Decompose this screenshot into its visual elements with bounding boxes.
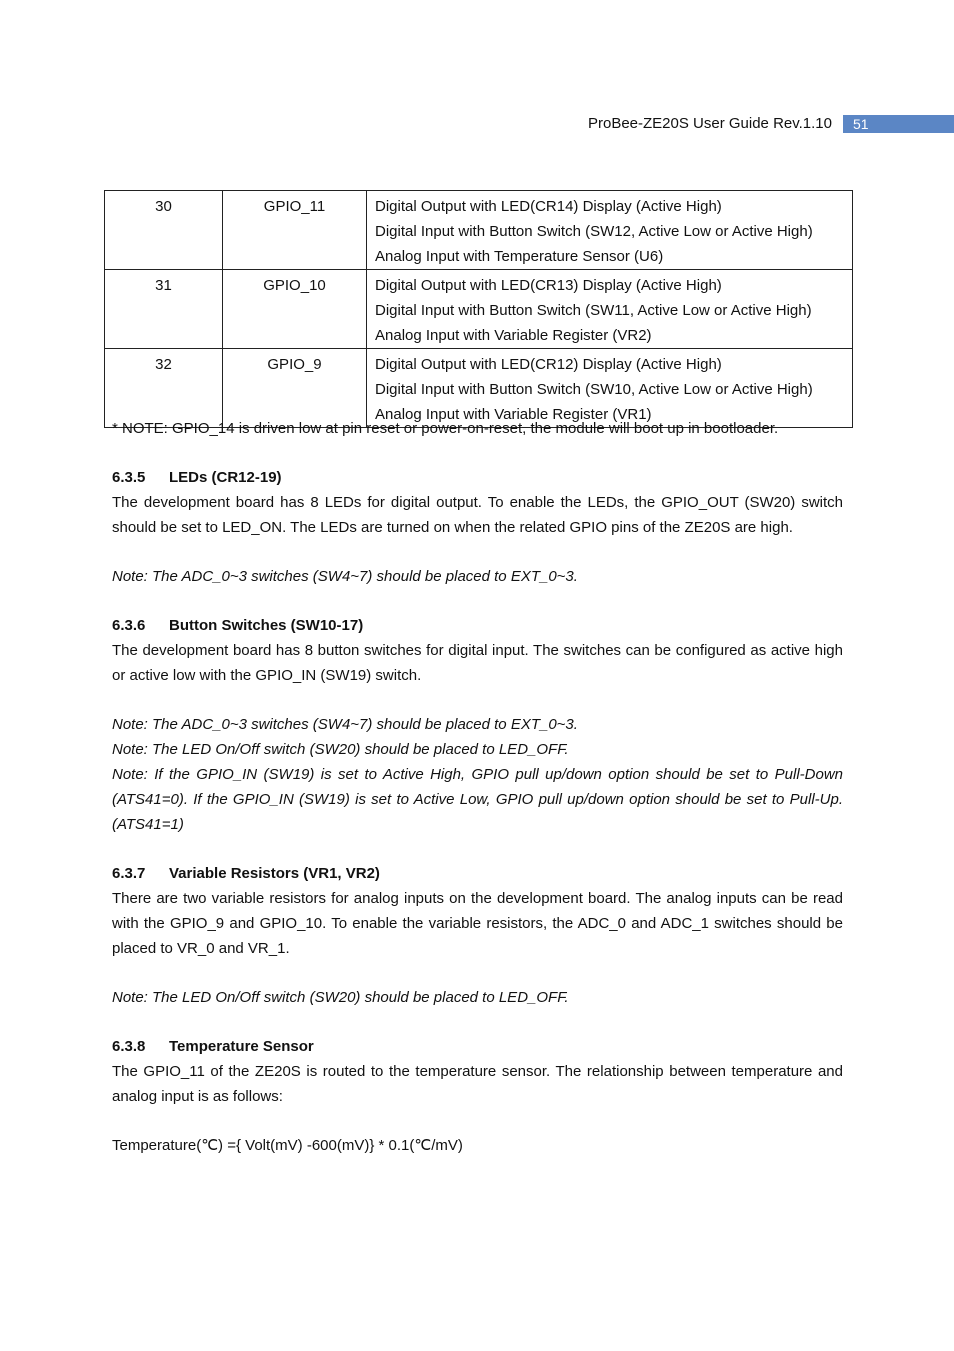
function-line: Analog Input with Variable Register (VR1): [375, 406, 652, 423]
section-number: 6.3.5: [112, 469, 146, 486]
function-line: Digital Output with LED(CR12) Display (Active High): [375, 356, 722, 373]
section-note: Note: The ADC_0~3 switches (SW4~7) should be placed to EXT_0~3.: [112, 716, 578, 733]
document-title: ProBee-ZE20S User Guide Rev.1.10: [587, 115, 832, 132]
section-heading-resistors: [112, 861, 843, 886]
section-note: Note: The LED On/Off switch (SW20) should be placed to LED_OFF.: [112, 741, 569, 758]
section-title: Temperature Sensor: [169, 1038, 314, 1055]
function-line: Analog Input with Temperature Sensor (U6): [375, 248, 664, 265]
function-line: Digital Output with LED(CR13) Display (Active High): [375, 277, 722, 294]
section-title: Variable Resistors (VR1, VR2): [169, 865, 380, 882]
section-title: Button Switches (SW10-17): [169, 617, 364, 634]
pin-function-cell: [367, 191, 853, 270]
section-number: 6.3.7: [112, 865, 146, 882]
section-title: LEDs (CR12-19): [169, 469, 282, 486]
section-number: 6.3.6: [112, 617, 146, 634]
function-line: Digital Input with Button Switch (SW12, Active Low or Active High): [375, 223, 813, 240]
pin-name-cell: GPIO_11: [223, 191, 367, 270]
section-body: There are two variable resistors for analog inputs on the development board. The analog inputs can be read with the GPIO_9 and GPIO_10. To enable the variable resistors, the ADC_0 and ADC_1 switches should be placed to VR_0 and VR_1.: [112, 890, 843, 957]
function-line: Digital Input with Button Switch (SW11, Active Low or Active High): [375, 302, 812, 319]
pin-name-cell: GPIO_10: [223, 270, 367, 349]
section-body: The development board has 8 LEDs for digital output. To enable the LEDs, the GPIO_OUT (SW20) switch should be set to LED_ON. The LEDs are turned on when the related GPIO pins of the ZE20S are high.: [112, 494, 843, 536]
section-heading-leds: [112, 465, 843, 490]
pin-number-cell: 32: [105, 349, 223, 428]
section-heading-buttons: [112, 613, 843, 638]
pin-name-cell: GPIO_9: [223, 349, 367, 428]
function-line: Analog Input with Variable Register (VR2): [375, 327, 652, 344]
section-body: The development board has 8 button switches for digital input. The switches can be configured as active high or active low with the GPIO_IN (SW19) switch.: [112, 642, 843, 684]
function-line: Digital Output with LED(CR14) Display (Active High): [375, 198, 722, 215]
function-line: Digital Input with Button Switch (SW10, Active Low or Active High): [375, 381, 813, 398]
table-footnote: * NOTE: GPIO_14 is driven low at pin reset or power-on-reset, the module will boot up in bootloader.: [112, 420, 779, 437]
section-note: Note: If the GPIO_IN (SW19) is set to Active High, GPIO pull up/down option should be set to Pull-Down (ATS41=0). If the GPIO_IN (SW19) is set to Active Low, GPIO pull up/down option should be set to Pull-Up. (ATS41=1): [112, 766, 843, 833]
pin-number-cell: 30: [105, 191, 223, 270]
table-row: [105, 270, 853, 349]
pin-number-cell: 31: [105, 270, 223, 349]
page-number-badge: 51: [843, 115, 954, 133]
temperature-formula: Temperature(℃) ={ Volt(mV) -600(mV)} * 0.1(℃/mV): [112, 1137, 463, 1154]
section-heading-temperature: [112, 1034, 843, 1059]
section-number: 6.3.8: [112, 1038, 146, 1055]
pin-function-cell: [367, 270, 853, 349]
gpio-pin-table: [104, 190, 853, 428]
table-row: [105, 191, 853, 270]
section-body: The GPIO_11 of the ZE20S is routed to the temperature sensor. The relationship between temperature and analog input is as follows:: [112, 1063, 843, 1105]
section-note: Note: The LED On/Off switch (SW20) should be placed to LED_OFF.: [112, 989, 569, 1006]
page-content: [112, 416, 843, 1158]
section-note: Note: The ADC_0~3 switches (SW4~7) should be placed to EXT_0~3.: [112, 568, 578, 585]
